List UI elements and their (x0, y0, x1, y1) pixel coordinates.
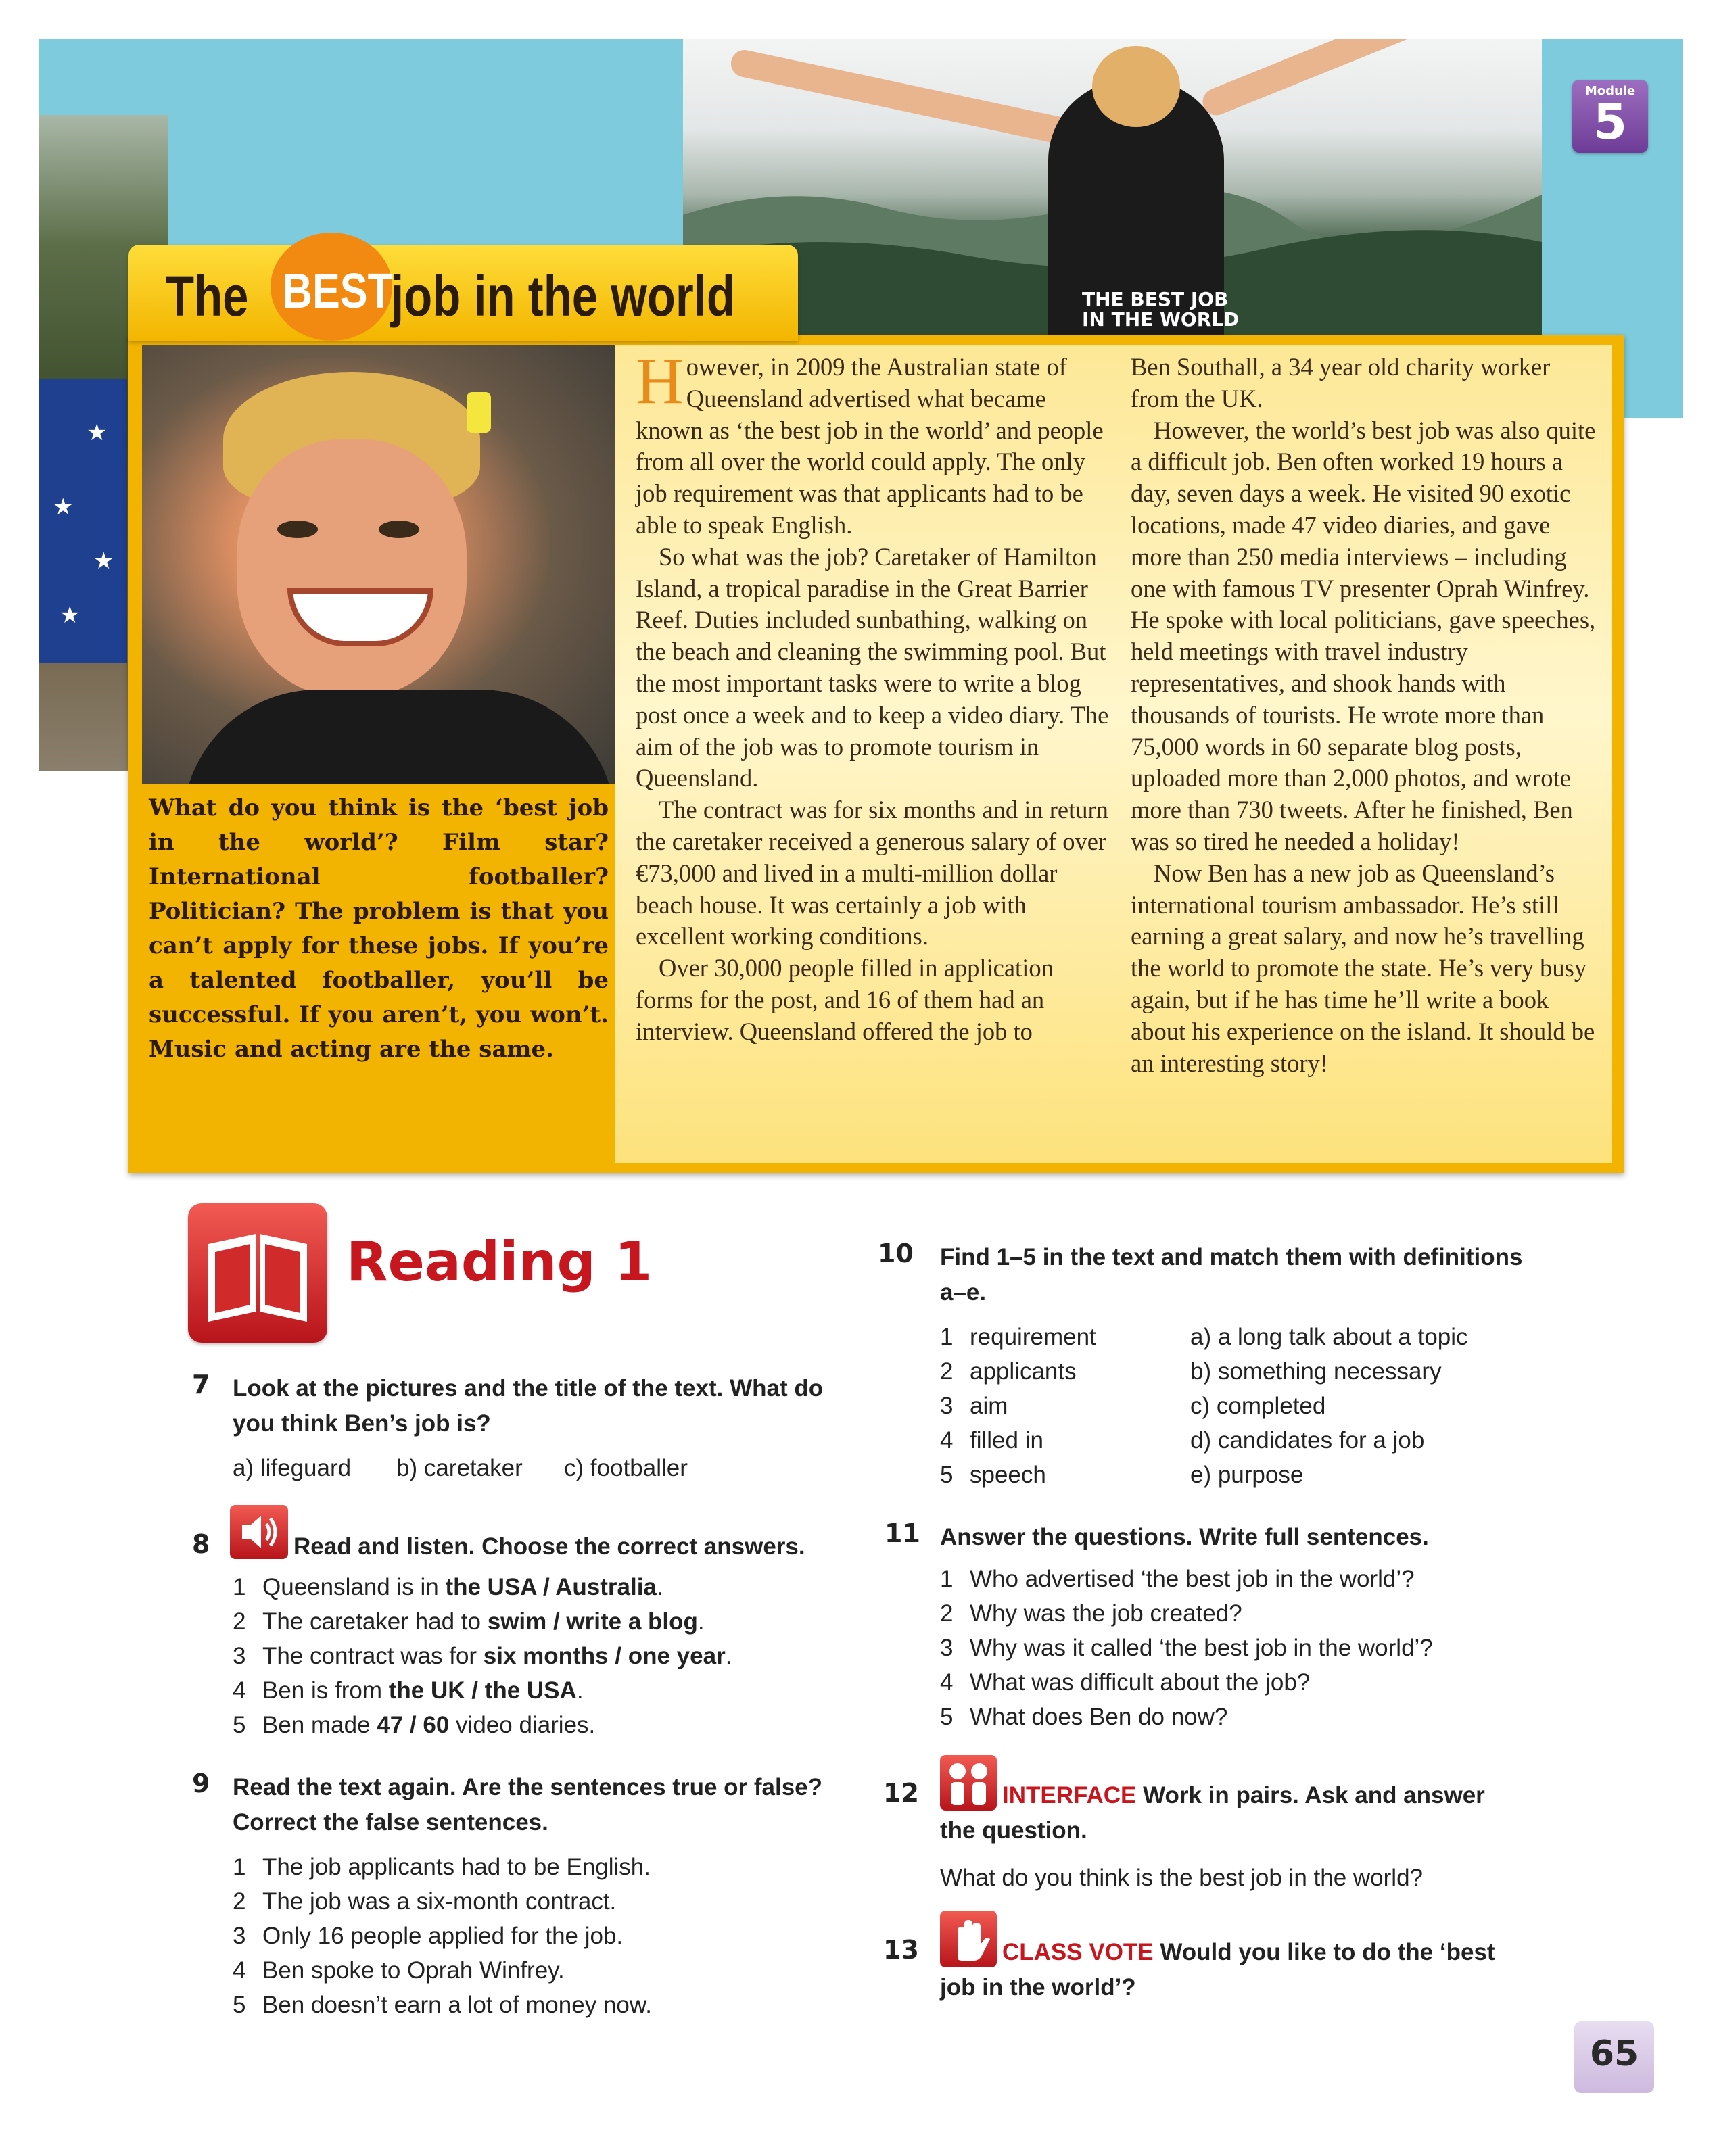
raised-arm-right (1199, 39, 1504, 120)
exercise-10-term: 1 requirement (940, 1324, 1096, 1350)
section-title: Reading 1 (346, 1230, 653, 1293)
exercise-8-item: 4 Ben is from the UK / the USA. (233, 1677, 584, 1704)
exercise-13-question-line2: job in the world’? (940, 1974, 1136, 2001)
ben-portrait-photo (142, 345, 615, 784)
exercise-10-definition: c) completed (1190, 1393, 1326, 1419)
exercise-8-items (233, 1570, 732, 1742)
exercise-13-number: 13 (883, 1935, 919, 1965)
module-label: Module (1584, 84, 1636, 98)
exercise-10-definitions (1190, 1320, 1468, 1492)
title-tab (128, 245, 798, 341)
interface-label: INTERFACE (1002, 1782, 1137, 1808)
exercise-7-option: a) lifeguard (233, 1455, 352, 1481)
article-paragraph: However, in 2009 the Australian state of Queensland advertised what became known as ‘the best job in the world’ and people from all over the world could apply. The only job requirement was that applicants had to be able to speak English. (636, 345, 1104, 539)
audio-speaker-icon[interactable] (230, 1505, 288, 1559)
sidebar-intro-text: What do you think is the ‘best job in the world’? Film star? International footballer? Politician? The problem is that you can’t apply for these jobs. If you’re a talented footballer, you’ll be successful. If you aren’t, you won’t. Music and acting are the same. (149, 794, 609, 1063)
exercise-11-item: 1 Who advertised ‘the best job in the world’? (940, 1566, 1415, 1592)
title-best: BEST (282, 264, 393, 318)
pair-work-icon (940, 1755, 997, 1811)
exercise-10-definition: a) a long talk about a topic (1190, 1324, 1468, 1350)
exercise-10-terms (940, 1320, 1096, 1492)
exercise-11-number: 11 (885, 1518, 920, 1548)
portrait-face (237, 439, 467, 696)
raised-hand-icon (940, 1911, 997, 1967)
exercise-9-item: 4 Ben spoke to Oprah Winfrey. (233, 1957, 565, 1984)
exercise-7-option: c) footballer (564, 1455, 688, 1481)
title-rest: job in the world (391, 264, 735, 328)
exercise-9-items (233, 1850, 652, 2022)
exercise-11-item: 5 What does Ben do now? (940, 1704, 1228, 1730)
article-column-2 (1131, 352, 1604, 1079)
exercise-8-item: 5 Ben made 47 / 60 video diaries. (233, 1712, 596, 1738)
module-number: 5 (1593, 93, 1628, 150)
article-paragraph: The contract was for six months and in return the caretaker received a generous salary of over €73,000 and lived in a multi-million dollar beach house. It was certainly a job with excellent working conditions. (636, 796, 1108, 951)
portrait-eye-left (277, 521, 318, 538)
article-paragraph: Ben Southall, a 34 year old charity worker from the UK. (1131, 353, 1551, 412)
exercise-8-item: 2 The caretaker had to swim / write a blog. (233, 1608, 705, 1635)
exercise-10-number: 10 (878, 1239, 914, 1268)
exercise-9-item: 3 Only 16 people applied for the job. (233, 1923, 624, 1949)
page-number: 65 (1589, 2034, 1639, 2074)
article-column-1 (636, 345, 1112, 1048)
exercise-11-item: 2 Why was the job created? (940, 1600, 1242, 1627)
shirt-text-line2: IN THE WORLD (1082, 308, 1240, 331)
exercise-10-definition: b) something necessary (1190, 1358, 1442, 1385)
module-badge (1572, 80, 1648, 153)
exercise-12-question-line2: the question. (940, 1817, 1087, 1844)
exercise-8-question: Read and listen. Choose the correct answers. (293, 1533, 805, 1560)
article-paragraph: Now Ben has a new job as Queensland’s international tourism ambassador. He’s still earning a great salary, and now he’s travelling the world to promote the state. He’s very busy again, but if he has time he’ll write a book about his experience on the island. It should be an interesting story! (1131, 859, 1595, 1077)
exercise-11-item: 3 Why was it called ‘the best job in the world’? (940, 1635, 1433, 1661)
exercise-10-term: 2 applicants (940, 1358, 1077, 1385)
title-the: The (166, 264, 249, 328)
exercise-11-question: Answer the questions. Write full sentences. (940, 1524, 1429, 1550)
exercise-9-item: 5 Ben doesn’t earn a lot of money now. (233, 1992, 652, 2018)
exercise-9-item: 1 The job applicants had to be English. (233, 1854, 651, 1880)
exercise-11-items (940, 1562, 1433, 1734)
exercise-8-item: 3 The contract was for six months / one year. (233, 1643, 732, 1669)
exercise-10-term: 4 filled in (940, 1427, 1043, 1454)
open-book-icon (188, 1203, 327, 1343)
exercise-8-item: 1 Queensland is in the USA / Australia. (233, 1574, 663, 1600)
exercise-10-definition: e) purpose (1190, 1462, 1304, 1488)
portrait-shirt (183, 690, 615, 784)
article-paragraph: Over 30,000 people filled in application forms for the post, and 16 of them had an interview. Queensland offered the job to (636, 954, 1054, 1045)
exercise-13-question-line1: CLASS VOTE Would you like to do the ‘best (1002, 1939, 1495, 1965)
article-paragraph: So what was the job? Caretaker of Hamilton Island, a tropical paradise in the Great Barrier Reef. Duties included sunbathing, walking on the beach and cleaning the swimming pool. But the most important tasks were to write a blog post once a week and to keep a video diary. The aim of the job was to promote tourism in Queensland. (636, 542, 1109, 792)
article-paragraph: However, the world’s best job was also quite a difficult job. Ben often worked 19 hours a day, seven days a week. He visited 90 exotic locations, made 47 video diaries, and gave more than 250 media interviews – including one with famous TV presenter Oprah Winfrey. He spoke with local politicians, gave speeches, held meetings with travel industry representatives, and shook hands with thousands of tourists. He wrote more than 75,000 words in 60 separate blog posts, uploaded more than 2,000 photos, and wrote more than 730 tweets. After he finished, Ben was so tired he needed a holiday! (1131, 416, 1596, 855)
man-head (1092, 46, 1180, 127)
exercise-10-term: 3 aim (940, 1393, 1008, 1419)
raised-arm-left (728, 47, 1078, 147)
exercise-10-definition: d) candidates for a job (1190, 1427, 1425, 1454)
key-icon (467, 392, 491, 433)
exercise-7-number: 7 (192, 1370, 210, 1399)
exercise-10-term: 5 speech (940, 1462, 1046, 1488)
exercise-9-question: Read the text again. Are the sentences true or false? Correct the false sentences. (233, 1774, 823, 1836)
class-vote-label: CLASS VOTE (1002, 1939, 1154, 1965)
exercise-12-question-line1: INTERFACE Work in pairs. Ask and answer (1002, 1782, 1485, 1808)
exercise-12-prompt: What do you think is the best job in the world? (940, 1865, 1424, 1891)
exercise-8-number: 8 (192, 1529, 210, 1559)
exercise-10-question: Find 1–5 in the text and match them with definitions a–e. (940, 1244, 1523, 1305)
exercise-9-item: 2 The job was a six-month contract. (233, 1888, 617, 1915)
exercise-7-question: Look at the pictures and the title of the text. What do you think Ben’s job is? (233, 1375, 824, 1437)
portrait-eye-right (379, 521, 419, 538)
exercise-12-number: 12 (883, 1778, 919, 1808)
dropcap-letter: H (636, 345, 684, 418)
australian-flag-image: ★ ★ ★ ★ (39, 379, 127, 663)
exercise-11-item: 4 What was difficult about the job? (940, 1669, 1311, 1696)
shirt-text-line1: THE BEST JOB (1082, 288, 1229, 310)
exercise-9-number: 9 (192, 1769, 210, 1798)
exercise-7-option: b) caretaker (396, 1455, 523, 1481)
ben-arms-raised-photo (683, 39, 1542, 337)
